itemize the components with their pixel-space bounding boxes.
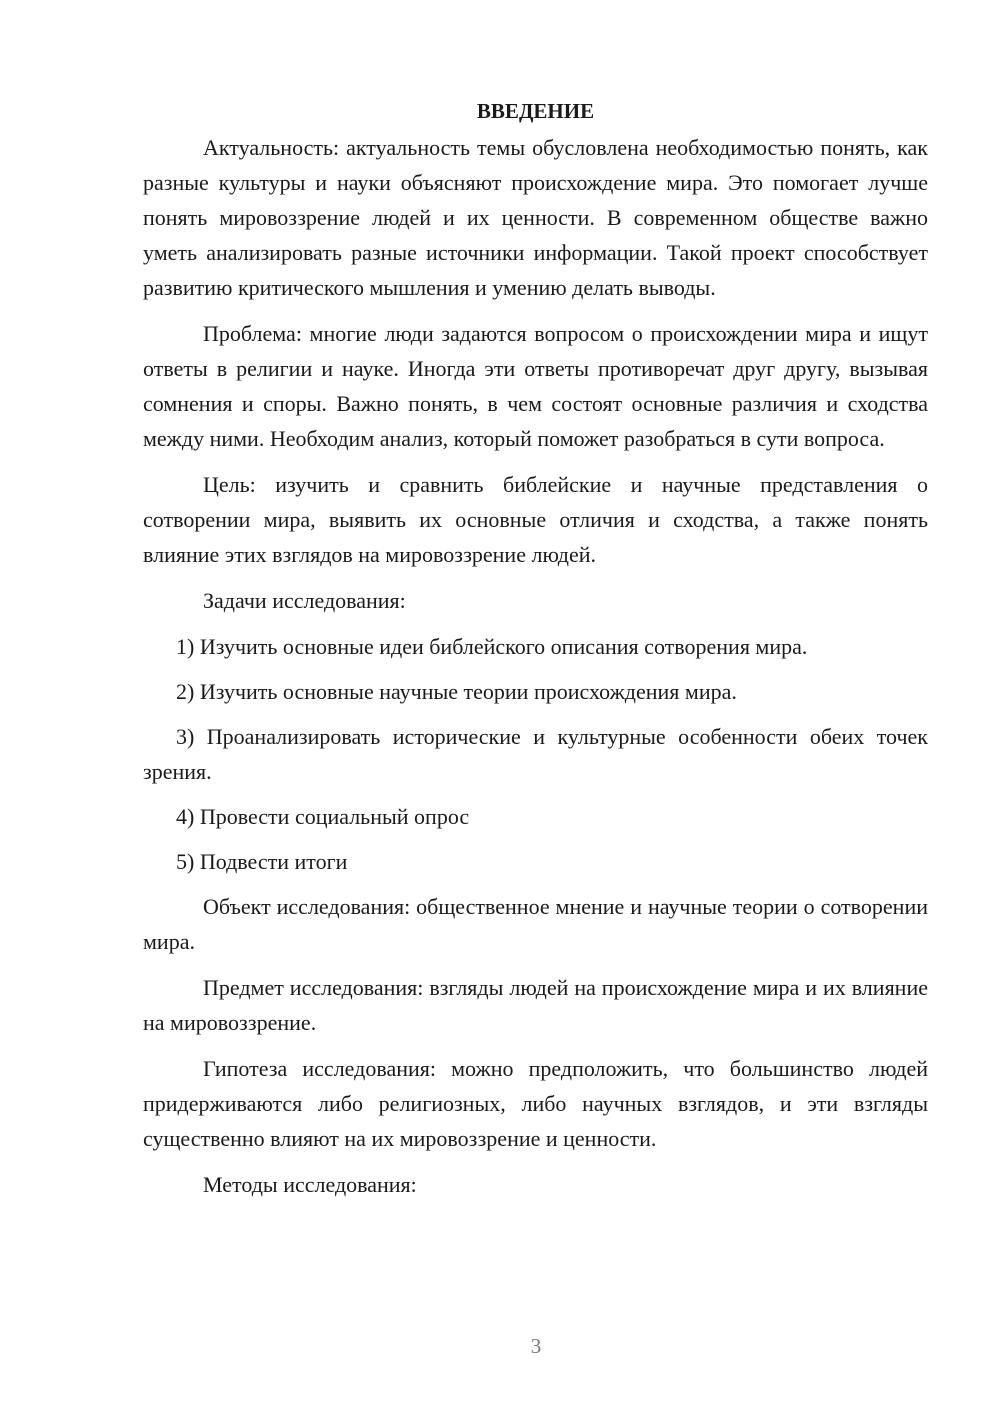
page-title: ВВЕДЕНИЕ bbox=[476, 99, 595, 123]
page-number: 3 bbox=[530, 1334, 542, 1358]
paragraph-object: Объект исследования: общественное мнение и научные теории о сотворении мира. bbox=[143, 894, 928, 954]
task-item-2: 2) Изучить основные научные теории происхождения мира. bbox=[176, 679, 737, 704]
methods-heading: Методы исследования: bbox=[203, 1172, 417, 1197]
paragraph-goal: Цель: изучить и сравнить библейские и научные представления о сотворении мира, выявить их основные отличия и сходства, а также понять влияние этих взглядов на мировоззрение людей. bbox=[143, 472, 928, 567]
paragraph-problem: Проблема: многие люди задаются вопросом о происхождении мира и ищут ответы в религии и науке. Иногда эти ответы противоречат друг другу, вызывая сомнения и споры. Важно понять, в чем состоят основные различия и сходства между ними. Необходим анализ, который поможет разобраться в сути вопроса. bbox=[143, 321, 928, 451]
paragraph-hypothesis: Гипотеза исследования: можно предположить, что большинство людей придерживаются либо религиозных, либо научных взглядов, и эти взгляды существенно влияют на их мировоззрение и ценности. bbox=[143, 1056, 928, 1151]
tasks-heading: Задачи исследования: bbox=[203, 588, 406, 613]
task-item-3: 3) Проанализировать исторические и культурные особенности обеих точек зрения. bbox=[143, 724, 928, 784]
document-page bbox=[143, 96, 928, 1213]
task-item-1: 1) Изучить основные идеи библейского описания сотворения мира. bbox=[176, 634, 808, 659]
task-item-5: 5) Подвести итоги bbox=[176, 849, 348, 874]
paragraph-relevance: Актуальность: актуальность темы обусловлена необходимостью понять, как разные культуры и науки объясняют происхождение мира. Это помогает лучше понять мировоззрение людей и их ценности. В современном обществе важно уметь анализировать разные источники информации. Такой проект способствует развитию критического мышления и умению делать выводы. bbox=[143, 135, 928, 300]
task-item-4: 4) Провести социальный опрос bbox=[176, 804, 470, 829]
paragraph-subject: Предмет исследования: взгляды людей на происхождение мира и их влияние на мировоззрение. bbox=[143, 975, 928, 1035]
